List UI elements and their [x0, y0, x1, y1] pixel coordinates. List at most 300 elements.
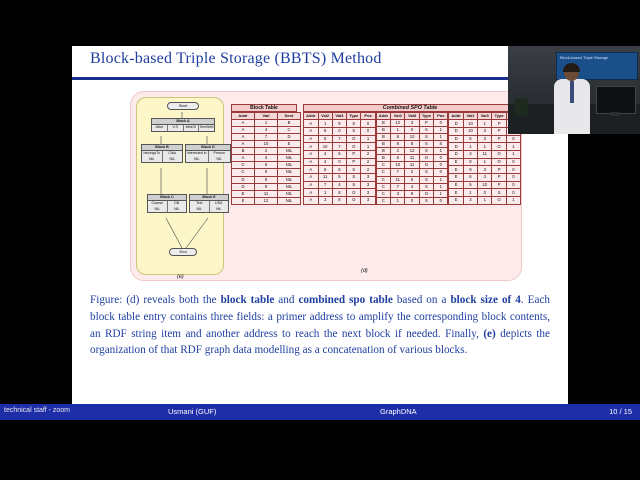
table-row [376, 183, 448, 190]
spo-cell-1-11-0: C [376, 197, 391, 204]
spo-cell-0-5-3: P [347, 158, 361, 166]
flow-block-e-cell-3: NIL [215, 206, 222, 211]
table-row [376, 176, 448, 183]
spo-cell-2-8-0: E [449, 181, 464, 189]
table-row [376, 155, 448, 162]
spo-cell-1-3-2: 8 [405, 141, 419, 148]
table-row [304, 197, 376, 205]
spo-cell-1-0-3: P [419, 119, 433, 126]
table-row [376, 162, 448, 169]
spo-cell-0-10-1: 3 [318, 197, 332, 205]
spo-cell-1-3-0: B [376, 141, 391, 148]
flowchart-connectors [137, 98, 233, 284]
page-indicator: 10 / 15 [609, 407, 632, 416]
spo-cell-0-6-4: 2 [361, 166, 375, 174]
block-cell-9-0: D [232, 183, 255, 190]
block-cell-8-2: NIL [278, 176, 301, 183]
spo-cell-2-8-2: 10 [478, 181, 492, 189]
block-cell-7-1: 6 [255, 169, 278, 176]
spo-cell-0-8-4: 3 [361, 181, 375, 189]
table-row [449, 189, 521, 197]
spo-cell-2-2-0: D [449, 135, 464, 143]
spo-cell-2-9-0: E [449, 189, 464, 197]
table-row [304, 143, 376, 151]
spo-cell-2-7-3: P [492, 174, 506, 182]
spo-cell-0-1-0: A [304, 128, 319, 136]
spo-cell-1-2-3: S [419, 133, 433, 140]
spo-cell-1-4-3: S [419, 148, 433, 155]
spo-cell-1-10-0: C [376, 190, 391, 197]
block-cell-2-1: 7 [255, 133, 278, 140]
spo-cell-2-10-4: 1 [506, 197, 520, 205]
spo-cell-0-1-1: 8 [318, 128, 332, 136]
block-cell-11-2: NIL [278, 197, 301, 204]
spo-cell-0-9-1: 1 [318, 189, 332, 197]
table-row [232, 162, 301, 169]
flow-block-d-title: Block D [186, 145, 230, 151]
spo-cell-2-2-4: 0 [506, 135, 520, 143]
spo-cell-1-8-1: 11 [391, 176, 405, 183]
block-table-title: Block Table [231, 104, 297, 112]
spo-cell-1-8-4: 1 [434, 176, 448, 183]
webcam-video[interactable] [508, 46, 640, 134]
block-cell-6-0: C [232, 162, 255, 169]
table-row [304, 189, 376, 197]
spo-table-1 [376, 112, 449, 205]
spo-cell-2-6-4: 0 [506, 166, 520, 174]
spo-cell-1-7-0: C [376, 169, 391, 176]
taskbar-app-label[interactable]: technical staff - zoom [4, 407, 71, 414]
spo-cell-2-3-4: 1 [506, 143, 520, 151]
flow-block-b-cell-2: NIL [142, 157, 163, 162]
flow-block-b-cell-3: NIL [169, 156, 176, 161]
spo-cell-2-8-4: 0 [506, 181, 520, 189]
spo-cell-1-8-2: 5 [405, 176, 419, 183]
spo-cell-1-10-1: 3 [391, 190, 405, 197]
table-row [232, 155, 301, 162]
table-row [304, 135, 376, 143]
flow-block-d-cell-2: NIL [186, 157, 209, 162]
block-cell-0-1: 1 [255, 119, 278, 126]
spo-cell-1-6-2: 11 [405, 162, 419, 169]
spo-cell-2-5-4: 0 [506, 158, 520, 166]
spo-cell-0-0-1: 1 [318, 120, 332, 128]
block-cell-10-1: 11 [255, 190, 278, 197]
block-cell-6-1: 5 [255, 162, 278, 169]
block-cell-2-0: A [232, 133, 255, 140]
spo-cell-0-3-4: 1 [361, 143, 375, 151]
table-row [232, 148, 301, 155]
caption-t4: . Each block table entry contains three fields: a primer address to amplify the corresponding block contents, an RDF string item and another address to reach the next block if needed. Finally, [90, 294, 551, 340]
spo-cell-1-5-4: 0 [434, 155, 448, 162]
speaker-figure [554, 64, 590, 134]
block-cell-5-2: NIL [278, 155, 301, 162]
spo-cell-0-2-2: 7 [332, 135, 346, 143]
spo-cell-2-0-3: P [492, 120, 506, 128]
block-table-header-1: Vaii [255, 113, 278, 120]
caption-b2: combined spo table [298, 294, 393, 306]
flow-block-a-cell-2: fieldOf [184, 125, 200, 130]
spo-cell-2-5-2: 1 [478, 158, 492, 166]
spo-cell-0-4-2: 6 [332, 151, 346, 159]
table-row [232, 141, 301, 148]
figure-caption [90, 292, 550, 359]
spo-header-2-0: Addr [449, 113, 464, 120]
spo-cell-2-2-1: 6 [463, 135, 477, 143]
flowchart [137, 98, 233, 284]
spo-header-0-2: Val3 [332, 113, 346, 120]
block-cell-4-2: NIL [278, 148, 301, 155]
flow-block-a-cell-0: Alice [152, 125, 168, 130]
spo-cell-2-6-2: 3 [478, 166, 492, 174]
block-cell-3-1: 10 [255, 141, 278, 148]
spo-cell-0-2-4: 1 [361, 135, 375, 143]
spo-cell-1-1-2: 0 [405, 126, 419, 133]
spo-header-2-1: Val2 [463, 113, 477, 120]
spo-cell-0-0-2: 9 [332, 120, 346, 128]
spo-cell-2-8-1: 5 [463, 181, 477, 189]
spo-cell-2-0-0: D [449, 120, 464, 128]
caption-t5: depicts the organization of that RDF graph data modelling as a concatenation of various blocks. [90, 327, 550, 357]
spo-cell-0-1-4: 0 [361, 128, 375, 136]
spo-cell-2-3-1: 1 [463, 143, 477, 151]
spo-cell-0-0-4: 0 [361, 120, 375, 128]
spo-cell-0-9-4: 3 [361, 189, 375, 197]
spo-cell-0-10-4: 3 [361, 197, 375, 205]
caption-b4: (e) [483, 327, 496, 340]
flow-block-a-cell-3: SeeWeb [199, 125, 214, 130]
spo-cell-2-3-0: D [449, 143, 464, 151]
spo-cell-0-6-0: A [304, 166, 319, 174]
spo-cell-0-10-2: 8 [332, 197, 346, 205]
spo-cell-1-1-4: 1 [434, 126, 448, 133]
block-cell-1-2: C [278, 126, 301, 133]
spo-cell-2-1-2: 3 [478, 128, 492, 136]
spo-cell-2-1-0: D [449, 128, 464, 136]
spo-cell-0-8-2: 4 [332, 181, 346, 189]
spo-cell-1-6-3: O [419, 162, 433, 169]
spo-header-1-4: Pos [434, 113, 448, 120]
block-table-header-0: Addr [232, 113, 255, 120]
block-cell-9-1: 9 [255, 183, 278, 190]
spo-cell-1-7-2: 2 [405, 169, 419, 176]
spo-cell-1-4-4: 1 [434, 148, 448, 155]
plant [514, 98, 528, 116]
table-row [376, 141, 448, 148]
spo-cell-1-1-1: 1 [391, 126, 405, 133]
status-bar [0, 404, 640, 420]
spo-cell-1-1-0: B [376, 126, 391, 133]
block-cell-7-2: NIL [278, 169, 301, 176]
flow-block-c-cell-3: NIL [173, 206, 180, 211]
spo-header-0-3: Type [347, 113, 361, 120]
block-cell-4-0: B [232, 148, 255, 155]
spo-cell-2-9-1: 1 [463, 189, 477, 197]
spo-cell-1-10-3: O [419, 190, 433, 197]
spo-table-group [303, 104, 521, 205]
spo-cell-1-3-3: 6 [419, 141, 433, 148]
spo-cell-0-4-1: 4 [318, 151, 332, 159]
block-cell-10-0: E [232, 190, 255, 197]
table-row [304, 174, 376, 182]
speaker-tie [570, 81, 574, 103]
spo-cell-0-0-0: A [304, 120, 319, 128]
subcaption-d: (d) [361, 268, 368, 274]
caption-t2: and [274, 294, 299, 306]
spo-header-2-2: Val3 [478, 113, 492, 120]
projected-slide-text: Block-based Triple Storage [560, 55, 609, 60]
spo-cell-0-4-4: 2 [361, 151, 375, 159]
flow-block-d-cell-1: Person [213, 151, 225, 156]
spo-cell-1-11-2: 0 [405, 197, 419, 204]
spo-cell-0-3-0: A [304, 143, 319, 151]
spo-cell-0-0-3: S [347, 120, 361, 128]
block-cell-10-2: NIL [278, 190, 301, 197]
caption-t1: (d) reveals both the [126, 294, 221, 306]
spo-cell-1-3-1: 8 [391, 141, 405, 148]
spo-cell-2-4-3: O [492, 151, 506, 159]
block-cell-3-2: E [278, 141, 301, 148]
flow-block-a-cell-1: V.S [168, 125, 184, 130]
spo-header-1-2: Val3 [405, 113, 419, 120]
spo-cell-0-1-3: S [347, 128, 361, 136]
table-row [232, 183, 301, 190]
spo-cell-0-3-3: O [347, 143, 361, 151]
block-cell-8-0: D [232, 176, 255, 183]
spo-cell-1-9-3: S [419, 183, 433, 190]
block-cell-3-0: A [232, 141, 255, 148]
spo-header-1-0: Addr [376, 113, 391, 120]
spo-cell-1-0-1: 12 [391, 119, 405, 126]
flow-block-c-cell-2: NIL [148, 207, 168, 212]
spo-cell-1-2-0: B [376, 133, 391, 140]
spo-cell-2-2-3: P [492, 135, 506, 143]
spo-cell-1-9-1: 7 [391, 183, 405, 190]
spo-cell-1-5-0: B [376, 155, 391, 162]
block-cell-11-1: 12 [255, 197, 278, 204]
spo-cell-0-7-0: A [304, 174, 319, 182]
spo-cell-1-6-4: 0 [434, 162, 448, 169]
table-row [232, 126, 301, 133]
spo-cell-1-9-2: 4 [405, 183, 419, 190]
spo-cell-1-7-1: 7 [391, 169, 405, 176]
block-cell-1-1: 4 [255, 126, 278, 133]
spo-cell-1-4-0: B [376, 148, 391, 155]
spo-cell-2-2-2: 3 [478, 135, 492, 143]
block-cell-2-2: D [278, 133, 301, 140]
flow-block-d-cell-3: NIL [216, 156, 223, 161]
spo-cell-0-7-3: S [347, 174, 361, 182]
block-table-group [231, 104, 301, 205]
spo-cell-0-3-2: 7 [332, 143, 346, 151]
page-title: Block-based Triple Storage (BBTS) Method [90, 50, 382, 67]
block-cell-0-2: B [278, 119, 301, 126]
block-cell-8-1: 8 [255, 176, 278, 183]
flow-block-b-cell-1: Click [168, 151, 177, 156]
spo-cell-1-4-2: 12 [405, 148, 419, 155]
spo-cell-1-6-1: 10 [391, 162, 405, 169]
spo-cell-0-5-0: A [304, 158, 319, 166]
table-row [376, 126, 448, 133]
block-cell-0-0: A [232, 119, 255, 126]
spo-cell-1-11-3: S [419, 197, 433, 204]
spo-cell-2-0-2: 1 [478, 120, 492, 128]
spo-cell-0-6-3: S [347, 166, 361, 174]
spo-cell-1-10-4: 1 [434, 190, 448, 197]
flow-block-e-cell-1: USA [215, 201, 223, 206]
table-row [232, 133, 301, 140]
spo-cell-0-9-2: 8 [332, 189, 346, 197]
spo-cell-2-7-2: 3 [478, 174, 492, 182]
spo-cell-1-9-4: 1 [434, 183, 448, 190]
title-underline [72, 77, 568, 80]
spo-cell-1-8-3: S [419, 176, 433, 183]
block-cell-4-1: 2 [255, 148, 278, 155]
spo-cell-2-8-3: P [492, 181, 506, 189]
spo-cell-0-7-1: 11 [318, 174, 332, 182]
spo-cell-1-2-4: 1 [434, 133, 448, 140]
flow-block-c-title: Block C [148, 195, 186, 201]
spo-cell-0-5-4: 2 [361, 158, 375, 166]
spo-cell-0-6-2: 5 [332, 166, 346, 174]
caption-b1: block table [220, 294, 275, 306]
spo-cell-2-10-1: 3 [463, 197, 477, 205]
spo-cell-1-5-2: 11 [405, 155, 419, 162]
block-cell-6-2: NIL [278, 162, 301, 169]
table-row [449, 158, 521, 166]
block-cell-1-0: A [232, 126, 255, 133]
monitor [596, 86, 636, 114]
spo-table-0 [303, 112, 376, 205]
block-cell-11-0: E [232, 197, 255, 204]
spo-cell-0-7-4: 3 [361, 174, 375, 182]
spo-cell-2-0-1: 10 [463, 120, 477, 128]
spo-cell-2-4-4: 1 [506, 151, 520, 159]
block-cell-5-0: A [232, 155, 255, 162]
block-cell-5-1: 3 [255, 155, 278, 162]
block-table [231, 112, 301, 205]
spo-cell-0-9-3: O [347, 189, 361, 197]
spo-cell-2-1-3: P [492, 128, 506, 136]
spo-cell-0-7-2: 5 [332, 174, 346, 182]
table-row [304, 128, 376, 136]
table-row [449, 197, 521, 205]
table-row [376, 190, 448, 197]
spo-cell-0-9-0: A [304, 189, 319, 197]
spo-cell-1-0-0: B [376, 119, 391, 126]
flow-block-c-cell-1: DB [174, 201, 180, 206]
spo-cell-0-5-2: 0 [332, 158, 346, 166]
table-row [232, 190, 301, 197]
spo-cell-0-8-3: S [347, 181, 361, 189]
spo-header-0-1: Val2 [318, 113, 332, 120]
presenter-label: Usmani (GUF) [168, 407, 217, 416]
spo-cell-2-3-3: O [492, 143, 506, 151]
spo-cell-0-10-0: A [304, 197, 319, 205]
spo-cell-2-7-1: 6 [463, 174, 477, 182]
spo-cell-2-7-4: 0 [506, 174, 520, 182]
project-label: GraphDNA [380, 407, 417, 416]
spo-header-0-0: Addr [304, 113, 319, 120]
monitor-stand [610, 112, 620, 116]
table-row [232, 169, 301, 176]
spo-cell-2-6-0: E [449, 166, 464, 174]
flow-block-e-cell-0: Text [190, 201, 210, 206]
block-cell-9-2: NIL [278, 183, 301, 190]
table-row [304, 181, 376, 189]
spo-cell-2-9-3: S [492, 189, 506, 197]
spo-cell-0-4-3: P [347, 151, 361, 159]
spo-cell-0-2-0: A [304, 135, 319, 143]
table-row [449, 151, 521, 159]
spo-cell-0-2-3: O [347, 135, 361, 143]
spo-cell-1-11-1: 1 [391, 197, 405, 204]
table-row [232, 197, 301, 204]
spo-cell-2-4-2: 11 [478, 151, 492, 159]
slide-title-bar [72, 46, 568, 79]
spo-cell-2-5-0: E [449, 158, 464, 166]
spo-cell-1-10-2: 8 [405, 190, 419, 197]
table-row [304, 120, 376, 128]
spo-table-groups [303, 112, 521, 205]
spo-cell-0-2-1: 6 [318, 135, 332, 143]
spo-cell-2-3-2: 1 [478, 143, 492, 151]
spo-table-title: Combined SPO Table [303, 104, 517, 112]
spo-header-1-1: Val2 [391, 113, 405, 120]
flow-block-d-cell-0: interested in [186, 151, 207, 156]
spo-header-2-3: Type [492, 113, 506, 120]
spo-cell-1-11-4: 0 [434, 197, 448, 204]
spo-header-1-3: Type [419, 113, 433, 120]
spo-cell-2-5-1: 9 [463, 158, 477, 166]
table-row [449, 181, 521, 189]
flow-block-b-title: Block B [142, 145, 182, 151]
spo-cell-2-6-1: 9 [463, 166, 477, 174]
spo-cell-1-7-4: 0 [434, 169, 448, 176]
spo-cell-2-10-2: 1 [478, 197, 492, 205]
slide-canvas [72, 46, 568, 406]
spo-cell-2-9-4: 0 [506, 189, 520, 197]
spo-cell-2-10-3: O [492, 197, 506, 205]
spo-cell-1-0-2: 3 [405, 119, 419, 126]
spo-cell-1-6-0: C [376, 162, 391, 169]
spo-cell-0-4-0: A [304, 151, 319, 159]
flowchart-region [136, 97, 225, 280]
spo-cell-0-1-2: 0 [332, 128, 346, 136]
spo-cell-2-4-0: D [449, 151, 464, 159]
spo-cell-1-0-4: 0 [434, 119, 448, 126]
spo-header-0-4: Pos [361, 113, 375, 120]
spo-cell-0-10-3: O [347, 197, 361, 205]
spo-cell-2-1-1: 10 [463, 128, 477, 136]
spo-cell-0-8-1: 7 [318, 181, 332, 189]
caption-b3: block size of 4 [450, 294, 521, 306]
table-row [232, 119, 301, 126]
subcaption-e: (e) [177, 274, 184, 280]
spo-cell-0-5-1: 4 [318, 158, 332, 166]
flow-block-e-cell-2: NIL [190, 207, 210, 212]
spo-cell-2-5-3: O [492, 158, 506, 166]
spo-cell-1-7-3: S [419, 169, 433, 176]
flow-block-b-cell-0: belongsTo [142, 151, 163, 156]
table-row [304, 158, 376, 166]
spo-cell-1-4-1: 2 [391, 148, 405, 155]
spo-cell-2-10-0: E [449, 197, 464, 205]
flow-block-a-title: Block A [152, 119, 214, 125]
flow-block-e-title: Block E [190, 195, 228, 201]
spo-cell-0-6-1: 6 [318, 166, 332, 174]
speaker-hair [563, 63, 580, 72]
